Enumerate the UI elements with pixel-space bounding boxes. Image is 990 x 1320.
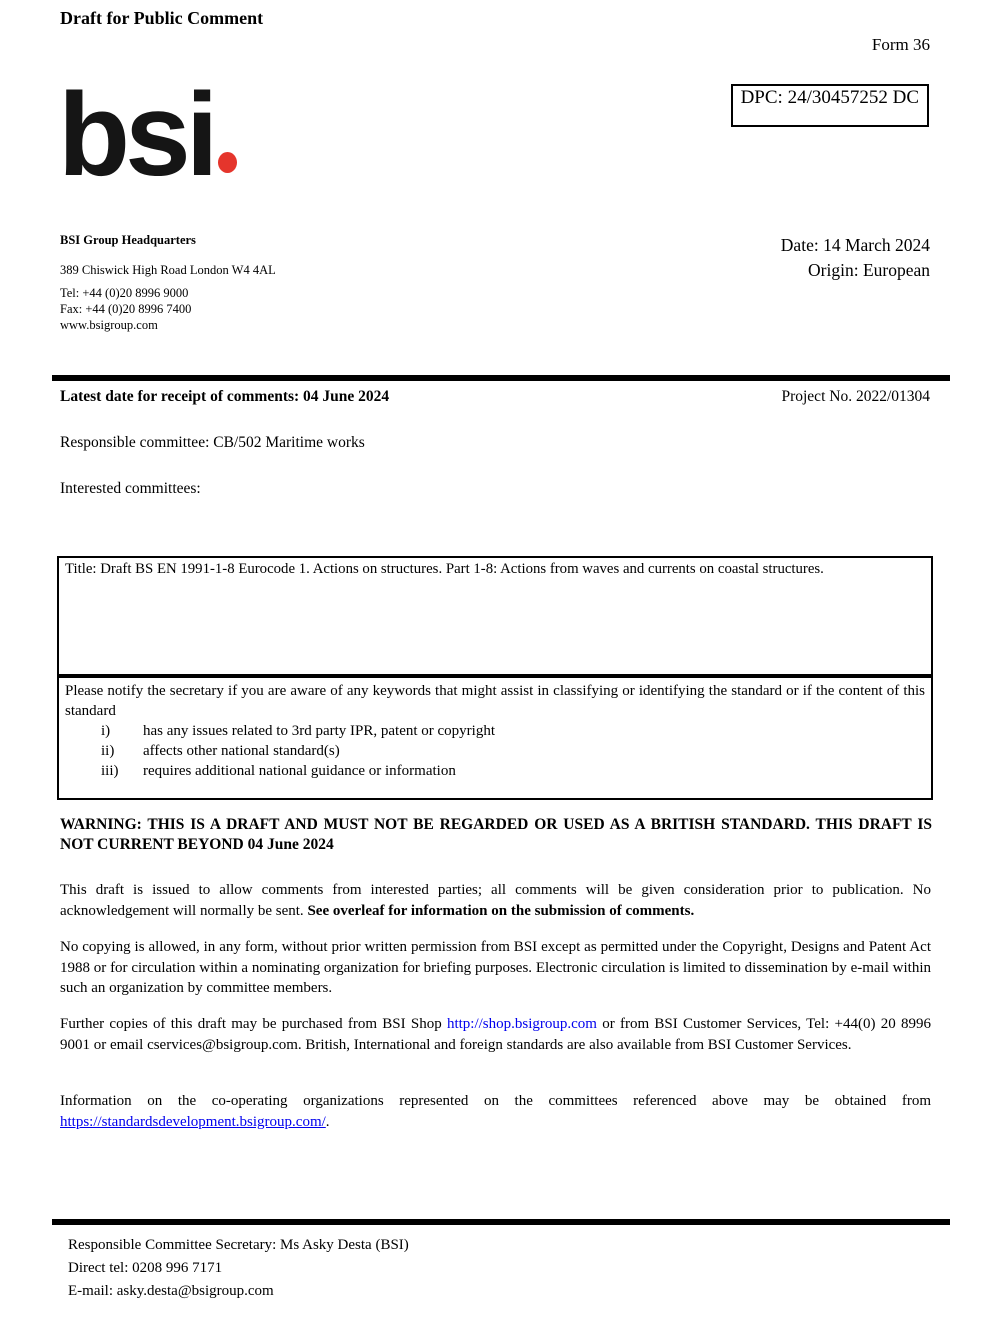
footer-divider-rule	[52, 1219, 950, 1225]
bsi-shop-link[interactable]: http://shop.bsigroup.com	[446, 1016, 597, 1032]
keywords-notice-box	[57, 676, 933, 800]
cooperating-orgs-post: .	[325, 1113, 330, 1130]
standards-development-link[interactable]: https://standardsdevelopment.bsigroup.com/	[60, 1113, 326, 1130]
copying-notice-paragraph: No copying is allowed, in any form, without prior written permission from BSI except as permitted under the Copyright, Designs and Patent Act 1988 or for circulation within a nominating organization for briefing purposes. Electronic circulation is limited to dissemination by e-mail within such an organization by committee members.	[60, 939, 931, 996]
date-value: Date: 14 March 2024	[780, 235, 930, 255]
address-street: 389 Chiswick High Road London W4 4AL	[60, 263, 276, 277]
purchase-notice-post: or from BSI Customer Services, Tel: +44(0) 20 8996 9001 or email cservices@bsigroup.com. British, International and foreign standards are also available from BSI Customer Services.	[60, 1016, 931, 1053]
dpc-number-box	[731, 84, 929, 127]
secretary-email: E-mail: asky.desta@bsigroup.com	[68, 1283, 274, 1299]
responsible-committee: Responsible committee: CB/502 Maritime works	[60, 434, 365, 451]
keywords-item-text: affects other national standard(s)	[143, 743, 340, 759]
origin-value: Origin: European	[808, 260, 930, 280]
project-number: Project No. 2022/01304	[781, 388, 930, 405]
latest-date-label: Latest date for receipt of comments: 04 June 2024	[60, 388, 390, 405]
committee-secretary: Responsible Committee Secretary: Ms Asky Desta (BSI)	[68, 1237, 409, 1253]
comments-notice-paragraph	[60, 880, 931, 921]
dpc-number: DPC: 24/30457252 DC	[740, 87, 919, 108]
draft-warning: WARNING: THIS IS A DRAFT AND MUST NOT BE REGARDED OR USED AS A BRITISH STANDARD. THIS DRAFT IS NOT CURRENT BEYOND 04 June 2024	[60, 816, 932, 853]
keywords-item-text: has any issues related to 3rd party IPR, patent or copyright	[143, 723, 496, 739]
date-origin-block	[781, 233, 930, 283]
address-fax: Fax: +44 (0)20 8996 7400	[60, 302, 192, 316]
keywords-item	[65, 761, 925, 781]
address-block	[60, 232, 276, 333]
cooperating-orgs-paragraph	[60, 1091, 931, 1132]
keywords-item-text: requires additional national guidance or information	[143, 763, 456, 779]
keywords-item-marker: i)	[101, 723, 111, 739]
form-number: Form 36	[871, 35, 930, 54]
direct-tel: Direct tel: 0208 996 7171	[68, 1260, 223, 1276]
address-heading: BSI Group Headquarters	[60, 233, 196, 247]
top-divider-rule	[52, 375, 950, 381]
page-title: Draft for Public Comment	[60, 8, 264, 28]
comments-deadline-row	[60, 388, 930, 406]
purchase-notice-paragraph	[60, 1014, 931, 1055]
keywords-item-marker: iii)	[101, 763, 119, 779]
keywords-item	[65, 741, 925, 761]
keywords-item-marker: ii)	[101, 743, 115, 759]
comments-notice-text: This draft is issued to allow comments from interested parties; all comments will be given consideration prior to publication. No acknowledgement will normally be sent.	[60, 882, 931, 919]
bsi-logo	[58, 69, 237, 201]
interested-committees: Interested committees:	[60, 480, 201, 497]
see-overleaf-note: See overleaf for information on the submission of comments.	[307, 902, 695, 919]
standard-title-box	[57, 556, 933, 676]
purchase-notice-pre: Further copies of this draft may be purchased from BSI Shop	[60, 1016, 447, 1032]
footer-contact-block	[68, 1234, 409, 1303]
bsi-logo-dot-icon	[218, 152, 237, 173]
standard-title: Title: Draft BS EN 1991-1-8 Eurocode 1. Actions on structures. Part 1-8: Actions from waves and currents on coastal structures.	[65, 561, 824, 577]
bsi-logo-text: bsi	[58, 69, 214, 201]
cooperating-orgs-pre: Information on the co-operating organizations represented on the committees referenced above may be obtained from	[60, 1093, 931, 1109]
address-tel: Tel: +44 (0)20 8996 9000	[60, 286, 189, 300]
keywords-intro: Please notify the secretary if you are aware of any keywords that might assist in classifying or identifying the standard or if the content of this standard	[65, 683, 925, 719]
address-web: www.bsigroup.com	[60, 318, 158, 332]
keywords-item	[65, 721, 925, 741]
